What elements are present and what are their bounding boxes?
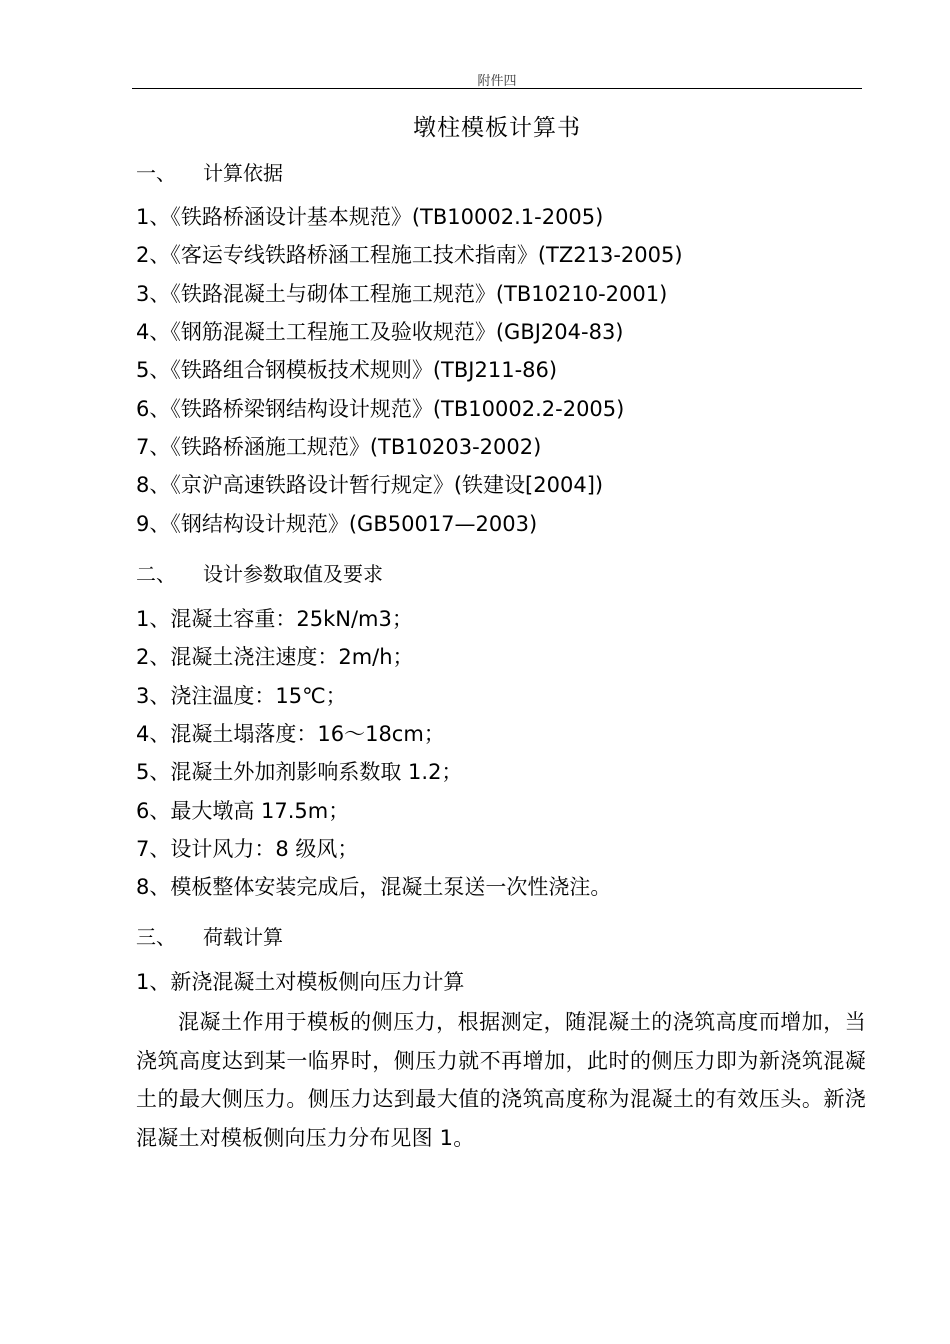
list-item: 3、浇注温度：15℃； bbox=[136, 684, 347, 708]
list-item: 2、《客运专线铁路桥涵工程施工技术指南》(TZ213-2005) bbox=[136, 243, 683, 267]
section-title: 计算依据 bbox=[203, 161, 283, 185]
list-item: 1、《铁路桥涵设计基本规范》(TB10002.1-2005) bbox=[136, 205, 604, 229]
header-rule bbox=[132, 88, 862, 89]
body-paragraph: 混凝土作用于模板的侧压力，根据测定，随混凝土的浇筑高度而增加，当浇筑高度达到某一临界时，侧压力就不再增加，此时的侧压力即为新浇筑混凝土的最大侧压力。侧压力达到最大值的浇筑高度称为混凝土的有效压头。新浇混凝土对模板侧向压力分布见图 1。 bbox=[136, 1010, 866, 1150]
list-item: 8、《京沪高速铁路设计暂行规定》(铁建设[2004]) bbox=[136, 473, 604, 497]
section-number: 三、 bbox=[136, 925, 176, 949]
list-item: 6、最大墩高 17.5m； bbox=[136, 799, 350, 823]
subheading: 1、新浇混凝土对模板侧向压力计算 bbox=[136, 970, 465, 994]
list-item: 1、混凝土容重：25kN/m3； bbox=[136, 607, 413, 631]
section-number: 一、 bbox=[136, 161, 176, 185]
list-item: 3、《铁路混凝土与砌体工程施工规范》(TB10210-2001) bbox=[136, 282, 668, 306]
section-heading-basis bbox=[136, 158, 283, 188]
section-heading-loads bbox=[136, 922, 283, 952]
section-title: 设计参数取值及要求 bbox=[203, 562, 383, 586]
list-item: 2、混凝土浇注速度：2m/h； bbox=[136, 645, 414, 669]
list-item: 9、《钢结构设计规范》(GB50017—2003) bbox=[136, 512, 538, 536]
list-item: 5、《铁路组合钢模板技术规则》(TBJ211-86) bbox=[136, 358, 558, 382]
section-title: 荷载计算 bbox=[203, 925, 283, 949]
list-item: 7、《铁路桥涵施工规范》(TB10203-2002) bbox=[136, 435, 542, 459]
list-item: 4、混凝土塌落度：16～18cm； bbox=[136, 722, 445, 746]
page-header: 附件四 bbox=[477, 74, 517, 89]
section-number: 二、 bbox=[136, 562, 176, 586]
document-title: 墩柱模板计算书 bbox=[413, 115, 581, 141]
list-item: 5、混凝土外加剂影响系数取 1.2； bbox=[136, 760, 463, 784]
list-item: 4、《钢筋混凝土工程施工及验收规范》(GBJ204-83) bbox=[136, 320, 624, 344]
list-item: 8、模板整体安装完成后，混凝土泵送一次性浇注。 bbox=[136, 875, 612, 899]
list-item: 6、《铁路桥梁钢结构设计规范》(TB10002.2-2005) bbox=[136, 397, 625, 421]
section-heading-parameters bbox=[136, 559, 383, 589]
list-item: 7、设计风力：8 级风； bbox=[136, 837, 359, 861]
